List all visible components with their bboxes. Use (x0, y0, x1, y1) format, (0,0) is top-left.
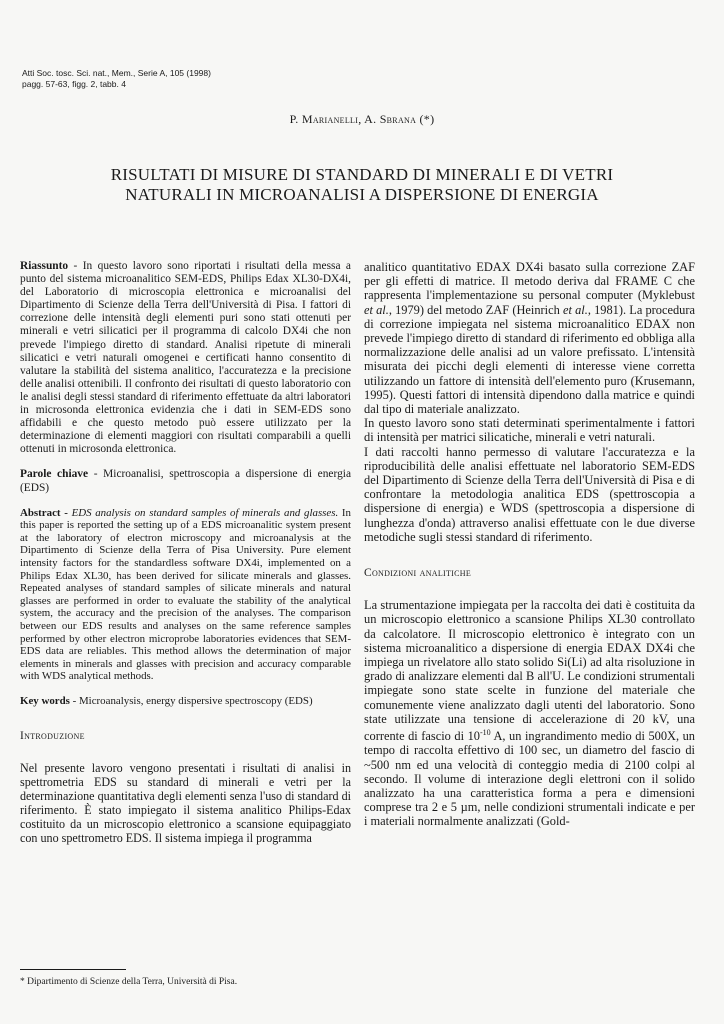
citation-line-1: Atti Soc. tosc. Sci. nat., Mem., Serie A, 105 (1998) (22, 68, 211, 78)
right-paragraph-1 (364, 260, 695, 416)
riassunto-label: Riassunto (20, 260, 69, 272)
authors: P. Marianelli, A. Sbrana (*) (289, 112, 435, 126)
title-line-2: NATURALI IN MICROANALISI A DISPERSIONE DI ENERGIA (125, 185, 599, 204)
right-paragraph-4 (364, 598, 695, 828)
section-heading-introduzione: Introduzione (20, 729, 85, 742)
right-p1-part-b: , 1979) del metodo ZAF (Heinrich (388, 302, 563, 317)
et-al-2: et al. (562, 302, 588, 317)
abstract-title: EDS analysis on standard samples of minerals and glasses. (71, 506, 339, 519)
et-al-1: et al. (364, 302, 389, 317)
parole-chiave-label: Parole chiave (20, 468, 89, 481)
riassunto-paragraph (20, 260, 351, 456)
right-column (364, 260, 695, 829)
footnote: * Dipartimento di Scienze della Terra, Università di Pisa. (20, 977, 238, 987)
key-words-text: - Microanalysis, energy dispersive spectroscopy (EDS) (69, 694, 313, 707)
riassunto-text: - In questo lavoro sono riportati i risultati della messa a punto del sistema microanalitico SEM-EDS, Philips Edax XL30-DX4i, del Laboratorio di microscopia elettronica e microanalisi del Dipartimento di Scienze della Terra dell'Università di Pisa. I fattori di correzione delle intensità degli elementi puri sono stati ottenuti per minerali e vetri silicatici per il programma di calcolo DX4i che non prevede l'impiego diretto di standard. Analisi ripetute di minerali silicatici e vetri naturali omogenei e certificati hanno consentito di valutare la stabilità del sistema analitico, l'accuratezza e la precisione delle analisi ottenibili. Il confronto dei risultati di questo laboratorio con le analisi degli stessi standard di riferimento effettuate da altri laboratori in microsonda elettronica evidenzia che i dati in SEM-EDS sono affidabili e che questo metodo può essere utilizzato per la determinazione di elementi maggiori con risultati comparabili a quelli ottenuti in microsonda elettronica. (20, 260, 351, 456)
right-paragraph-3: I dati raccolti hanno permesso di valutare l'accuratezza e la riproducibilità delle analisi effettuate nel laboratorio SEM-EDS del Dipartimento di Scienze della Terra dell'Università di Pisa e di confrontare la metodologia analitica EDS (spettroscopia a dispersione di energia) e WDS (spettroscopia a dispersione di lunghezza d'onda) attraverso analisi effettuate con le due diverse metodiche sugli stessi standard di riferimento. (364, 444, 695, 544)
right-p4-part-b: A, un ingrandimento medio di 500X, un tempo di raccolta effettivo di 100 sec, un diametro del fascio di ~500 nm ed una velocità di conteggio media di 2100 colpi al secondo. Il volume di interazione degli elettroni con il solido analizzato ha una caratteristica forma a pera e dimensioni comprese tra 2 e 5 µm, nelle condizioni strumentali indicate e per i materiali normalmente analizzati (Gold- (364, 729, 695, 829)
parole-chiave-text: - Microanalisi, spettroscopia a dispersione di energia (EDS) (20, 468, 351, 494)
exponent: -10 (479, 728, 491, 738)
citation-line-2: pagg. 57-63, figg. 2, tabb. 4 (22, 79, 126, 89)
title-line-1: RISULTATI DI MISURE DI STANDARD DI MINERALI E DI VETRI (110, 165, 614, 184)
abstract-text: In this paper is reported the setting up of a EDS microanalitic system present at the laboratory of electron microscopy and microanalysis at the Dipartimento di Scienze della Terra of Pisa University. Pure element intensity factors for the standardless software DX4i, implemented on a Philips Edax XL30, has been derived for silicate minerals and glasses. Repeated analyses of standard samples of silicate minerals and natural glasses are performed in order to evaluate the stability of the analytical system, the accuracy and the precision of the analyses. The comparison between our EDS results and analyses on the same reference samples performed by other electron microprobe laboratories evidences that SEM-EDS data are reliables. This method allows the determination of major elements in minerals and glasses with precision and accuracy comparable with WDS analytical methods. (20, 506, 351, 683)
key-words-paragraph (20, 695, 351, 708)
journal-citation (22, 68, 211, 90)
right-p1-part-c: , 1981). La procedura di correzione impiegata nel sistema microanalitico EDAX non prevede l'impiego diretto di standard di riferimento ed obbliga alla normalizzazione delle analisi ad un valore prefissato. L'intensità misurata dei picchi degli elementi di interesse viene corretta utilizzando un fattore di intensità dell'elemento puro (Krusemann, 1995). Questi fattori di intensità dipendono dalla matrice e quindi dal tipo di materiale analizzato. (364, 302, 696, 417)
key-words-label: Key words (20, 694, 70, 707)
intro-paragraph: Nel presente lavoro vengono presentati i risultati di analisi in spettrometria EDS su standard di minerali e vetri per la determinazione quantitativa degli elementi senza l'uso di standard di riferimento. È stato impiegato il sistema analitico Philips-Edax costituito da un microscopio elettronico a scansione equipaggiato con uno spettrometro EDS. Il sistema impiega il programma (20, 760, 351, 846)
right-paragraph-2: In questo lavoro sono stati determinati sperimentalmente i fattori di intensità per matrici silicatiche, minerali e vetri naturali. (364, 416, 695, 445)
right-p1-part-a: analitico quantitativo EDAX DX4i basato sulla correzione ZAF per gli effetti di matrice. Il metodo deriva dal FRAME C che rappresenta l'implementazione su personal computer (Myklebust (364, 260, 695, 303)
paper-title (30, 165, 694, 205)
footnote-rule (20, 969, 126, 970)
abstract-label: Abstract - (20, 506, 72, 519)
parole-chiave-paragraph (20, 468, 351, 494)
section-heading-condizioni: Condizioni analitiche (364, 567, 472, 580)
right-p4-part-a: La strumentazione impiegata per la raccolta dei dati è costituita da un microscopio elettronico a scansione Philips XL30 controllato da calcolatore. Il microscopio elettronico è integrato con un sistema microanalitico a dispersione di energia EDAX DX4i che impiega un rivelatore allo stato solido Si(Li) ad alta risoluzione in grado di analizzare elementi dal B all'U. Le condizioni strumentali impiegate sono state scelte in funzione del materiale che comunemente viene analizzato dagli utenti del laboratorio. Sono state utilizzate una tensione di accelerazione di 20 kV, una corrente di fascio di 10 (364, 598, 695, 744)
left-column (20, 260, 351, 845)
abstract-paragraph (20, 507, 351, 683)
